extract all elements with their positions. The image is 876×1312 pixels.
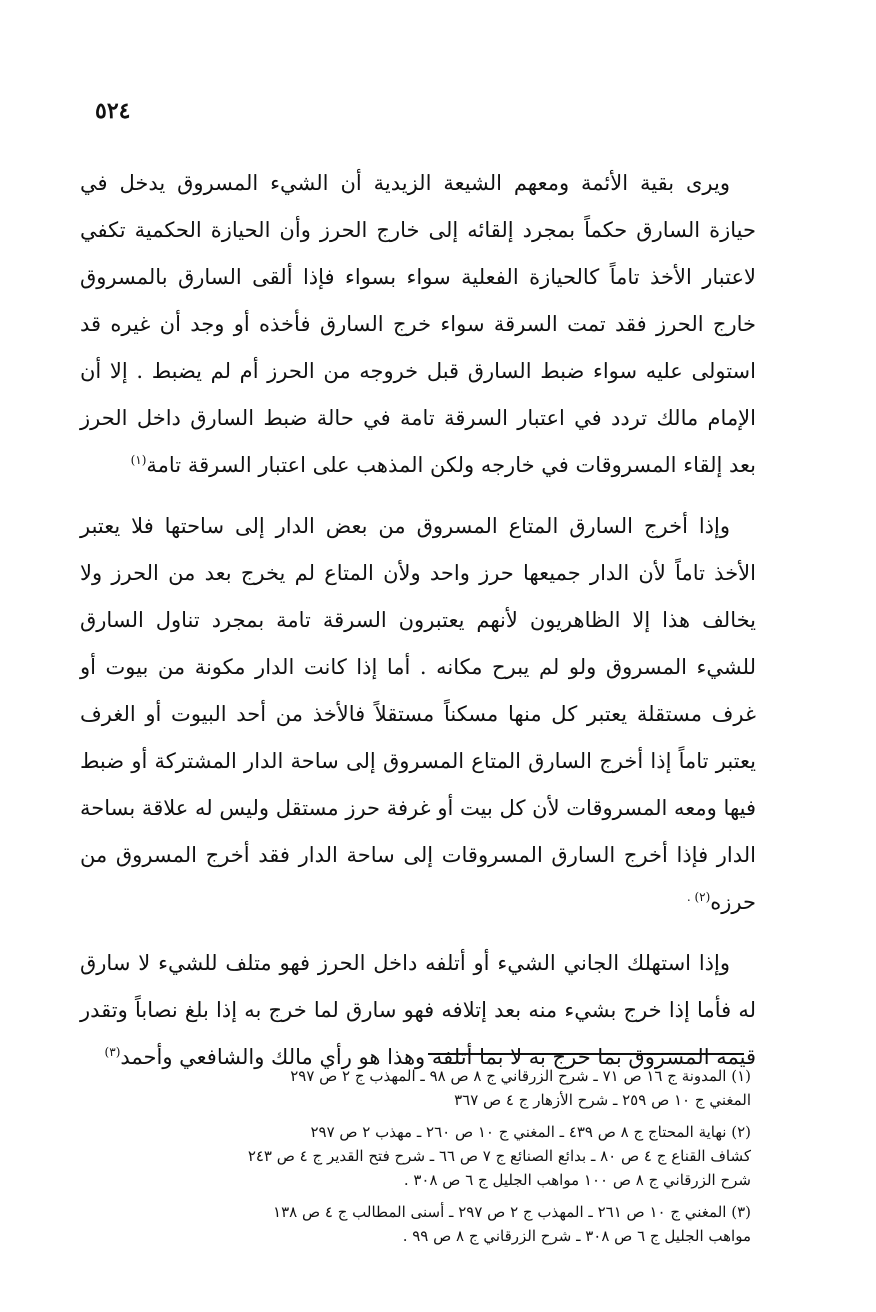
paragraph-2 (80, 503, 756, 926)
footnotes (85, 1064, 751, 1256)
footnote-2-line-1: (٢) نهاية المحتاج ج ٨ ص ٤٣٩ ـ المغني ج ١٠ ص ٢٦٠ ـ مهذب ٢ ص ٢٩٧ (310, 1123, 751, 1141)
paragraph-2-text: وإذا أخرج السارق المتاع المسروق من بعض الدار إلى ساحتها فلا يعتبر الأخذ تاماً لأن الدار جميعها حرز واحد ولأن المتاع لم يخرج بعد من الحرز ولا يخالف هذا إلا الظاهريون لأنهم يعتبرون السرقة تامة بمجرد تناول السارق للشيء المسروق ولو لم يبرح مكانه . أما إذا كانت الدار مكونة من بيوت أو غرف مستقلة يعتبر كل منها مسكناً مستقلاً فالأخذ من أحد البيوت أو الغرف يعتبر تاماً إذا أخرج السارق المتاع المسروق إلى ساحة الدار المشتركة أو ضبط فيها ومعه المسروقات لأن كل بيت أو غرفة حرز مستقل وليس له علاقة بساحة الدار فإذا أخرج السارق المسروقات إلى ساحة الدار فقد أخرج المسروق من حرزه (80, 514, 756, 914)
footnote-3 (85, 1200, 751, 1248)
footnote-ref-2: (٢) . (686, 890, 711, 904)
footnote-2-line-3: شرح الزرقاني ج ٨ ص ١٠٠ مواهب الجليل ج ٦ ص ٣٠٨ . (403, 1171, 751, 1189)
paragraph-3-text: وإذا استهلك الجاني الشيء أو أتلفه داخل الحرز فهو متلف للشيء لا سارق له فأما إذا خرج بشيء منه بعد إتلافه فهو سارق لما خرج به إذا بلغ نصاباً وتقدر قيمة المسروق بما خرج به لا بما أتلفه وهذا هو رأي مالك والشافعي وأحمد (80, 951, 756, 1069)
footnote-3-line-1: (٣) المغني ج ١٠ ص ٢٦١ ـ المهذب ج ٢ ص ٢٩٧ ـ أسنى المطالب ج ٤ ص ١٣٨ (273, 1203, 751, 1221)
footnote-1-line-1: (١) المدونة ج ١٦ ص ٧١ ـ شرح الزرقاني ج ٨ ص ٩٨ ـ المهذب ج ٢ ص ٢٩٧ (290, 1067, 751, 1085)
footnote-2-line-2: كشاف القناع ج ٤ ص ٨٠ ـ بدائع الصنائع ج ٧ ص ٦٦ ـ شرح فتح القدير ج ٤ ص ٢٤٣ (247, 1147, 751, 1165)
footnote-1 (85, 1064, 751, 1112)
footnote-3-line-2: مواهب الجليل ج ٦ ص ٣٠٨ ـ شرح الزرقاني ج ٨ ص ٩٩ . (402, 1227, 751, 1245)
footnote-ref-3: (٣) (104, 1045, 121, 1059)
paragraph-3 (80, 940, 756, 1081)
footnote-1-line-2: المغني ج ١٠ ص ٢٥٩ ـ شرح الأزهار ج ٤ ص ٣٦٧ (454, 1091, 751, 1109)
paragraph-1-text: ويرى بقية الأئمة ومعهم الشيعة الزيدية أن الشيء المسروق يدخل في حيازة السارق حكماً بمجرد إلقائه إلى خارج الحرز وأن الحيازة الحكمية تكفي لاعتبار الأخذ تاماً كالحيازة الفعلية سواء بسواء فإذا ألقى السارق بالمسروق خارج الحرز فقد تمت السرقة سواء خرج السارق فأخذه أو وجد أن غيره قد استولى عليه سواء ضبط السارق قبل خروجه من الحرز أم لم يضبط . إلا أن الإمام مالك تردد في اعتبار السرقة تامة في حالة ضبط السارق داخل الحرز بعد إلقاء المسروقات في خارجه ولكن المذهب على اعتبار السرقة تامة (80, 171, 756, 477)
body-text (80, 160, 756, 1081)
paragraph-1 (80, 160, 756, 489)
page-number: ٥٢٤ (95, 98, 131, 124)
footnote-divider (428, 1053, 744, 1055)
footnote-2 (85, 1120, 751, 1192)
footnote-ref-1: (١) (130, 453, 147, 467)
